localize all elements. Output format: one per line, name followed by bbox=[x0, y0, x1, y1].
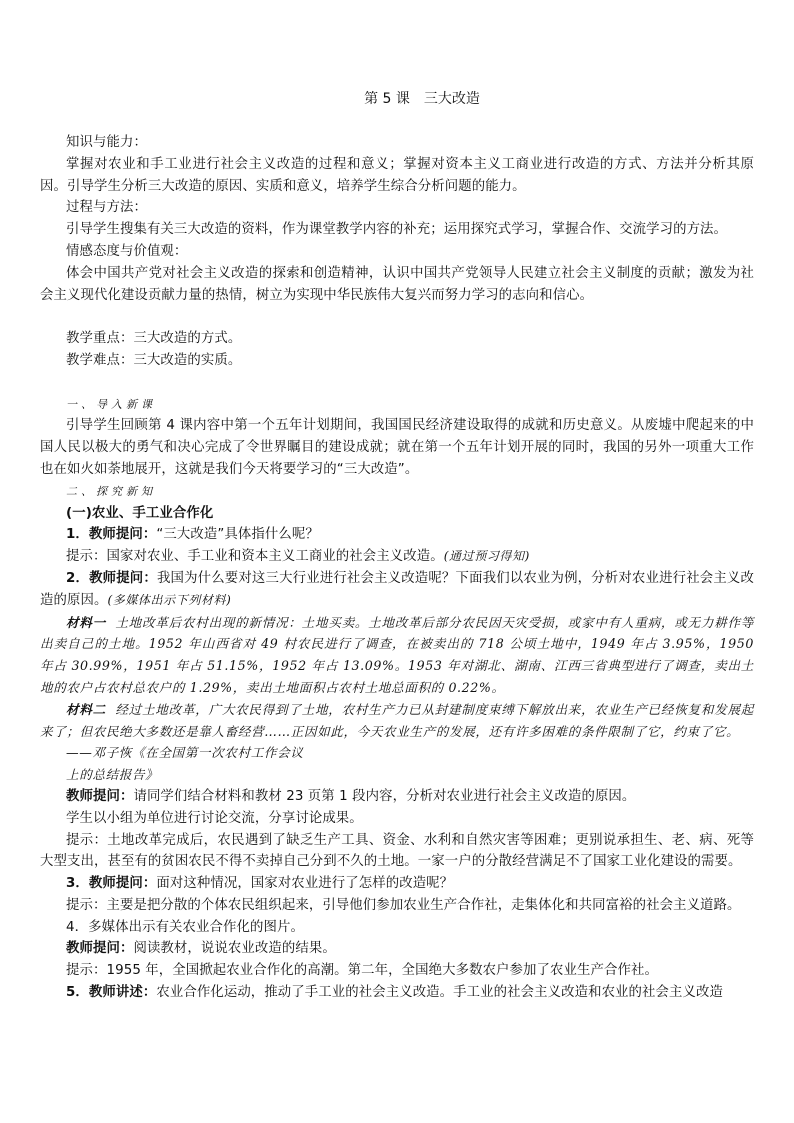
material-1 bbox=[40, 612, 754, 699]
question-1-label: 1．教师提问： bbox=[66, 527, 157, 543]
question-6-text: 农业合作化运动，推动了手工业的社会主义改造。手工业的社会主义改造和农业的社会主义改造 bbox=[156, 985, 723, 1001]
material-2-source-1: ——邓子恢《在全国第一次农村工作会议 bbox=[66, 745, 304, 761]
lesson-title: 第 5 课 三大改造 bbox=[364, 91, 480, 107]
hint-1-note: (通过预习得知) bbox=[443, 549, 530, 564]
question-2-label: 2．教师提问： bbox=[66, 570, 157, 586]
intro-text: 引导学生回顾第 4 课内容中第一个五年计划期间，我国国民经济建设取得的成就和历史意义。从废墟中爬起来的中国人民以极大的勇气和决心完成了令世界瞩目的建设成就；就在第一个五年计划开展的同时，我国的另外一项重大工作也在如火如荼地展开，这就是我们今天将要学习的“三大改造”。 bbox=[40, 418, 754, 477]
hint-4: 提示：1955 年，全国掀起农业合作化的高潮。第二年，全国绝大多数农户参加了农业生产合作社。 bbox=[66, 963, 658, 979]
question-6 bbox=[40, 982, 754, 1004]
knowledge-text: 掌握对农业和手工业进行社会主义改造的过程和意义；掌握对资本主义工商业进行改造的方式、方法并分析其原因。引导学生分析三大改造的原因、实质和意义，培养学生综合分析问题的能力。 bbox=[40, 156, 754, 194]
material-1-label: 材料一 bbox=[66, 614, 106, 630]
difficult-point: 教学难点：三大改造的实质。 bbox=[66, 352, 242, 368]
question-4-text: 面对这种情况，国家对农业进行了怎样的改造呢？ bbox=[156, 876, 454, 892]
hint-3: 提示：主要是把分散的个体农民组织起来，引导他们参加农业生产合作社，走集体化和共同富裕的社会主义道路。 bbox=[66, 897, 741, 913]
spacer bbox=[40, 372, 754, 394]
section-intro-heading: 一、导入新课 bbox=[66, 397, 156, 411]
question-5-text: 阅读教材，说说农业改造的结果。 bbox=[133, 941, 336, 957]
question-3-label: 教师提问： bbox=[66, 788, 134, 804]
material-2-source-2: 上的总结报告》 bbox=[66, 767, 159, 783]
question-2-text: 我国为什么要对这三大行业进行社会主义改造呢？下面我们以农业为例，分析对农业进行社会主义改造的原因。 bbox=[40, 570, 754, 608]
question-1 bbox=[40, 524, 754, 546]
question-3-text: 请同学们结合材料和教材 23 页第 1 段内容，分析对农业进行社会主义改造的原因。 bbox=[133, 788, 636, 804]
material-2-text: 经过土地改革，广大农民得到了土地，农村生产力已从封建制度束缚下解放出来，农业生产已经恢复和发展起来了；但农民绝大多数还是靠人畜经营……正因如此，今天农业生产的发展，还有许多困难的条件限制了它，约束了它。 bbox=[40, 701, 754, 739]
question-2 bbox=[40, 568, 754, 612]
material-1-text: 土地改革后农村出现的新情况：土地买卖。土地改革后部分农民因天灾受损，或家中有人重病，或无力耕作等出卖自己的土地。1952 年山西省对 49 村农民进行了调查，在被卖出的 718 公顷土地中，1949 年占 3.95%，1950 年占 30.99%，1951 年占 51.15%，1952 年占 13.09%。1953 年对湖北、湖南、江西三省典型进行了调查，卖出土地的农户占农村总农户的 1.29%，卖出土地面积占农村土地总面积的 0.22%。 bbox=[40, 614, 754, 695]
hint-1 bbox=[40, 546, 754, 568]
question-5-label: 教师提问： bbox=[66, 941, 134, 957]
question-4 bbox=[40, 873, 754, 895]
material-2-label: 材料二 bbox=[66, 701, 106, 717]
document-page bbox=[40, 90, 754, 1004]
question-4-label: 3．教师提问： bbox=[66, 876, 157, 892]
question-3 bbox=[40, 786, 754, 808]
hint-2: 提示：土地改革完成后，农民遇到了缺乏生产工具、资金、水利和自然灾害等困难；更别说承担生、老、病、死等大型支出，甚至有的贫困农民不得不卖掉自己分到不久的土地。一家一户的分散经营满足不了国家工业化建设的需要。 bbox=[40, 832, 754, 870]
question-1-text: “三大改造”具体指什么呢？ bbox=[156, 527, 319, 543]
emotion-text: 体会中国共产党对社会主义改造的探索和创造精神，认识中国共产党领导人民建立社会主义制度的贡献；激发为社会主义现代化建设贡献力量的热情，树立为实现中华民族伟大复兴而努力学习的志向和信心。 bbox=[40, 265, 754, 303]
question-5 bbox=[40, 938, 754, 960]
hint-1-text: 提示：国家对农业、手工业和资本主义工商业的社会主义改造。 bbox=[66, 549, 444, 565]
question-2-note: (多媒体出示下列材料) bbox=[107, 592, 232, 607]
key-point: 教学重点：三大改造的方式。 bbox=[66, 331, 242, 347]
knowledge-heading: 知识与能力： bbox=[66, 135, 147, 150]
item-4: 4．多媒体出示有关农业合作化的图片。 bbox=[66, 919, 304, 935]
process-text: 引导学生搜集有关三大改造的资料，作为课堂教学内容的补充；运用探究式学习，掌握合作、交流学习的方法。 bbox=[66, 222, 728, 238]
sub-heading-agriculture: (一)农业、手工业合作化 bbox=[66, 505, 214, 521]
spacer bbox=[40, 306, 754, 328]
process-heading: 过程与方法： bbox=[66, 200, 147, 216]
question-6-label: 5．教师讲述： bbox=[66, 985, 157, 1001]
group-discussion: 学生以小组为单位进行讨论交流，分享讨论成果。 bbox=[66, 810, 363, 826]
emotion-heading: 情感态度与价值观： bbox=[66, 243, 188, 259]
section-explore-heading: 二、探究新知 bbox=[66, 484, 156, 498]
material-2 bbox=[40, 699, 754, 743]
